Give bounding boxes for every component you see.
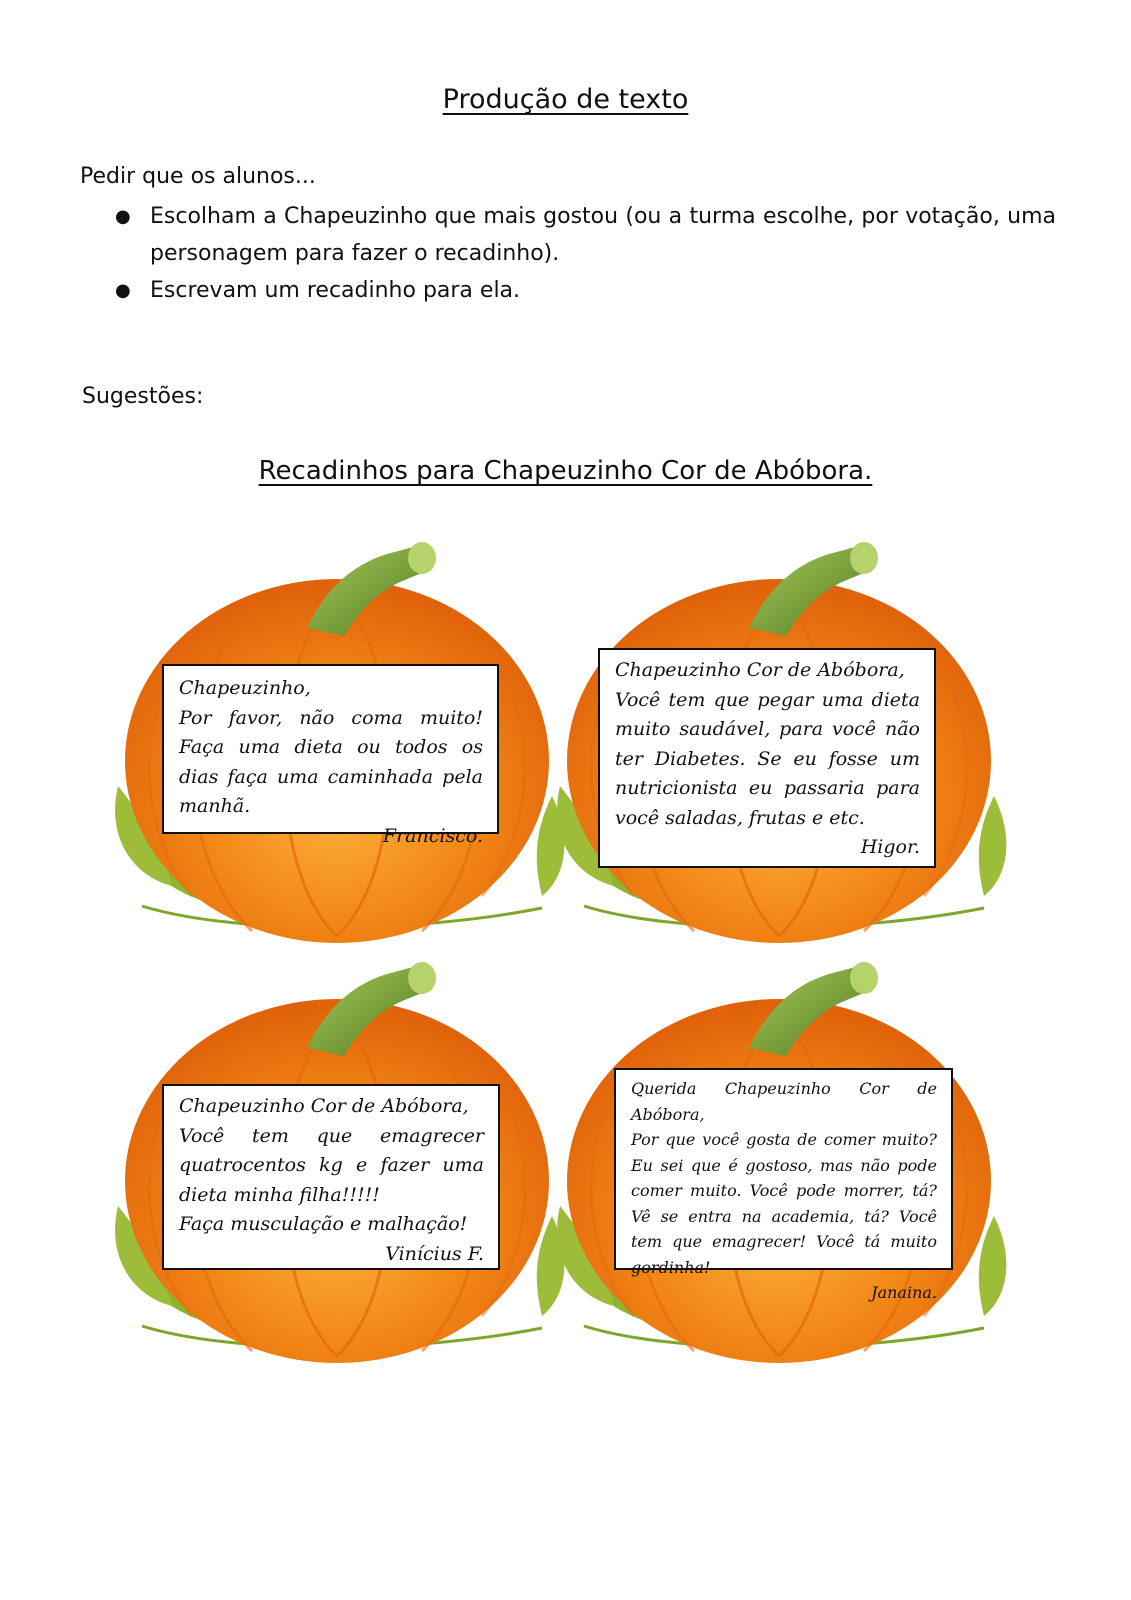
note-body: Você tem que pegar uma dieta muito saudável, para você não ter Diabetes. Se eu fosse um nutricionista eu passaria para você saladas, frutas e etc. — [615, 688, 920, 829]
note-card-janaina — [614, 1068, 953, 1302]
note-card-higor — [598, 648, 936, 868]
instructions-list — [112, 198, 1056, 309]
note-body: Faça musculação e malhação! — [179, 1213, 468, 1235]
note-card-vinicius — [162, 1084, 500, 1270]
note-signature: Higor. — [860, 836, 920, 858]
note-card-francisco — [162, 664, 499, 847]
section-subtitle: Recadinhos para Chapeuzinho Cor de Abóbora. — [258, 456, 873, 486]
instruction-item: ● Escolham a Chapeuzinho que mais gostou (ou a turma escolhe, por votação, uma personagem para fazer o recadinho). — [112, 198, 1056, 272]
note-greeting: Chapeuzinho, — [179, 677, 311, 699]
note-signature: Janaina. — [871, 1283, 937, 1302]
intro-text: Pedir que os alunos... — [80, 164, 316, 189]
note-signature: Vinícius F. — [385, 1242, 484, 1265]
note-greeting: Chapeuzinho Cor de Abóbora, — [179, 1095, 469, 1117]
instruction-item: ● Escrevam um recadinho para ela. — [112, 272, 1056, 309]
page-title: Produção de texto — [442, 84, 689, 115]
note-signature: Francisco. — [382, 824, 483, 847]
note-body: Você tem que emagrecer quatrocentos kg e fazer uma dieta minha filha!!!!! — [179, 1124, 484, 1206]
bullet-icon: ● — [115, 280, 131, 301]
note-body: Por que você gosta de comer muito? Eu sei que é gostoso, mas não pode comer muito. Você pode morrer, tá? Vê se entra na academia, tá? Você tem que emagrecer! Você tá muito gordinha! — [631, 1130, 937, 1277]
bullet-icon: ● — [115, 206, 131, 227]
note-greeting: Chapeuzinho Cor de Abóbora, — [615, 659, 905, 681]
note-body: Por favor, não coma muito! Faça uma dieta ou todos os dias faça uma caminhada pela manhã. — [179, 706, 483, 817]
note-greeting: Querida Chapeuzinho Cor de Abóbora, — [631, 1079, 937, 1124]
suggestions-label: Sugestões: — [82, 384, 204, 409]
